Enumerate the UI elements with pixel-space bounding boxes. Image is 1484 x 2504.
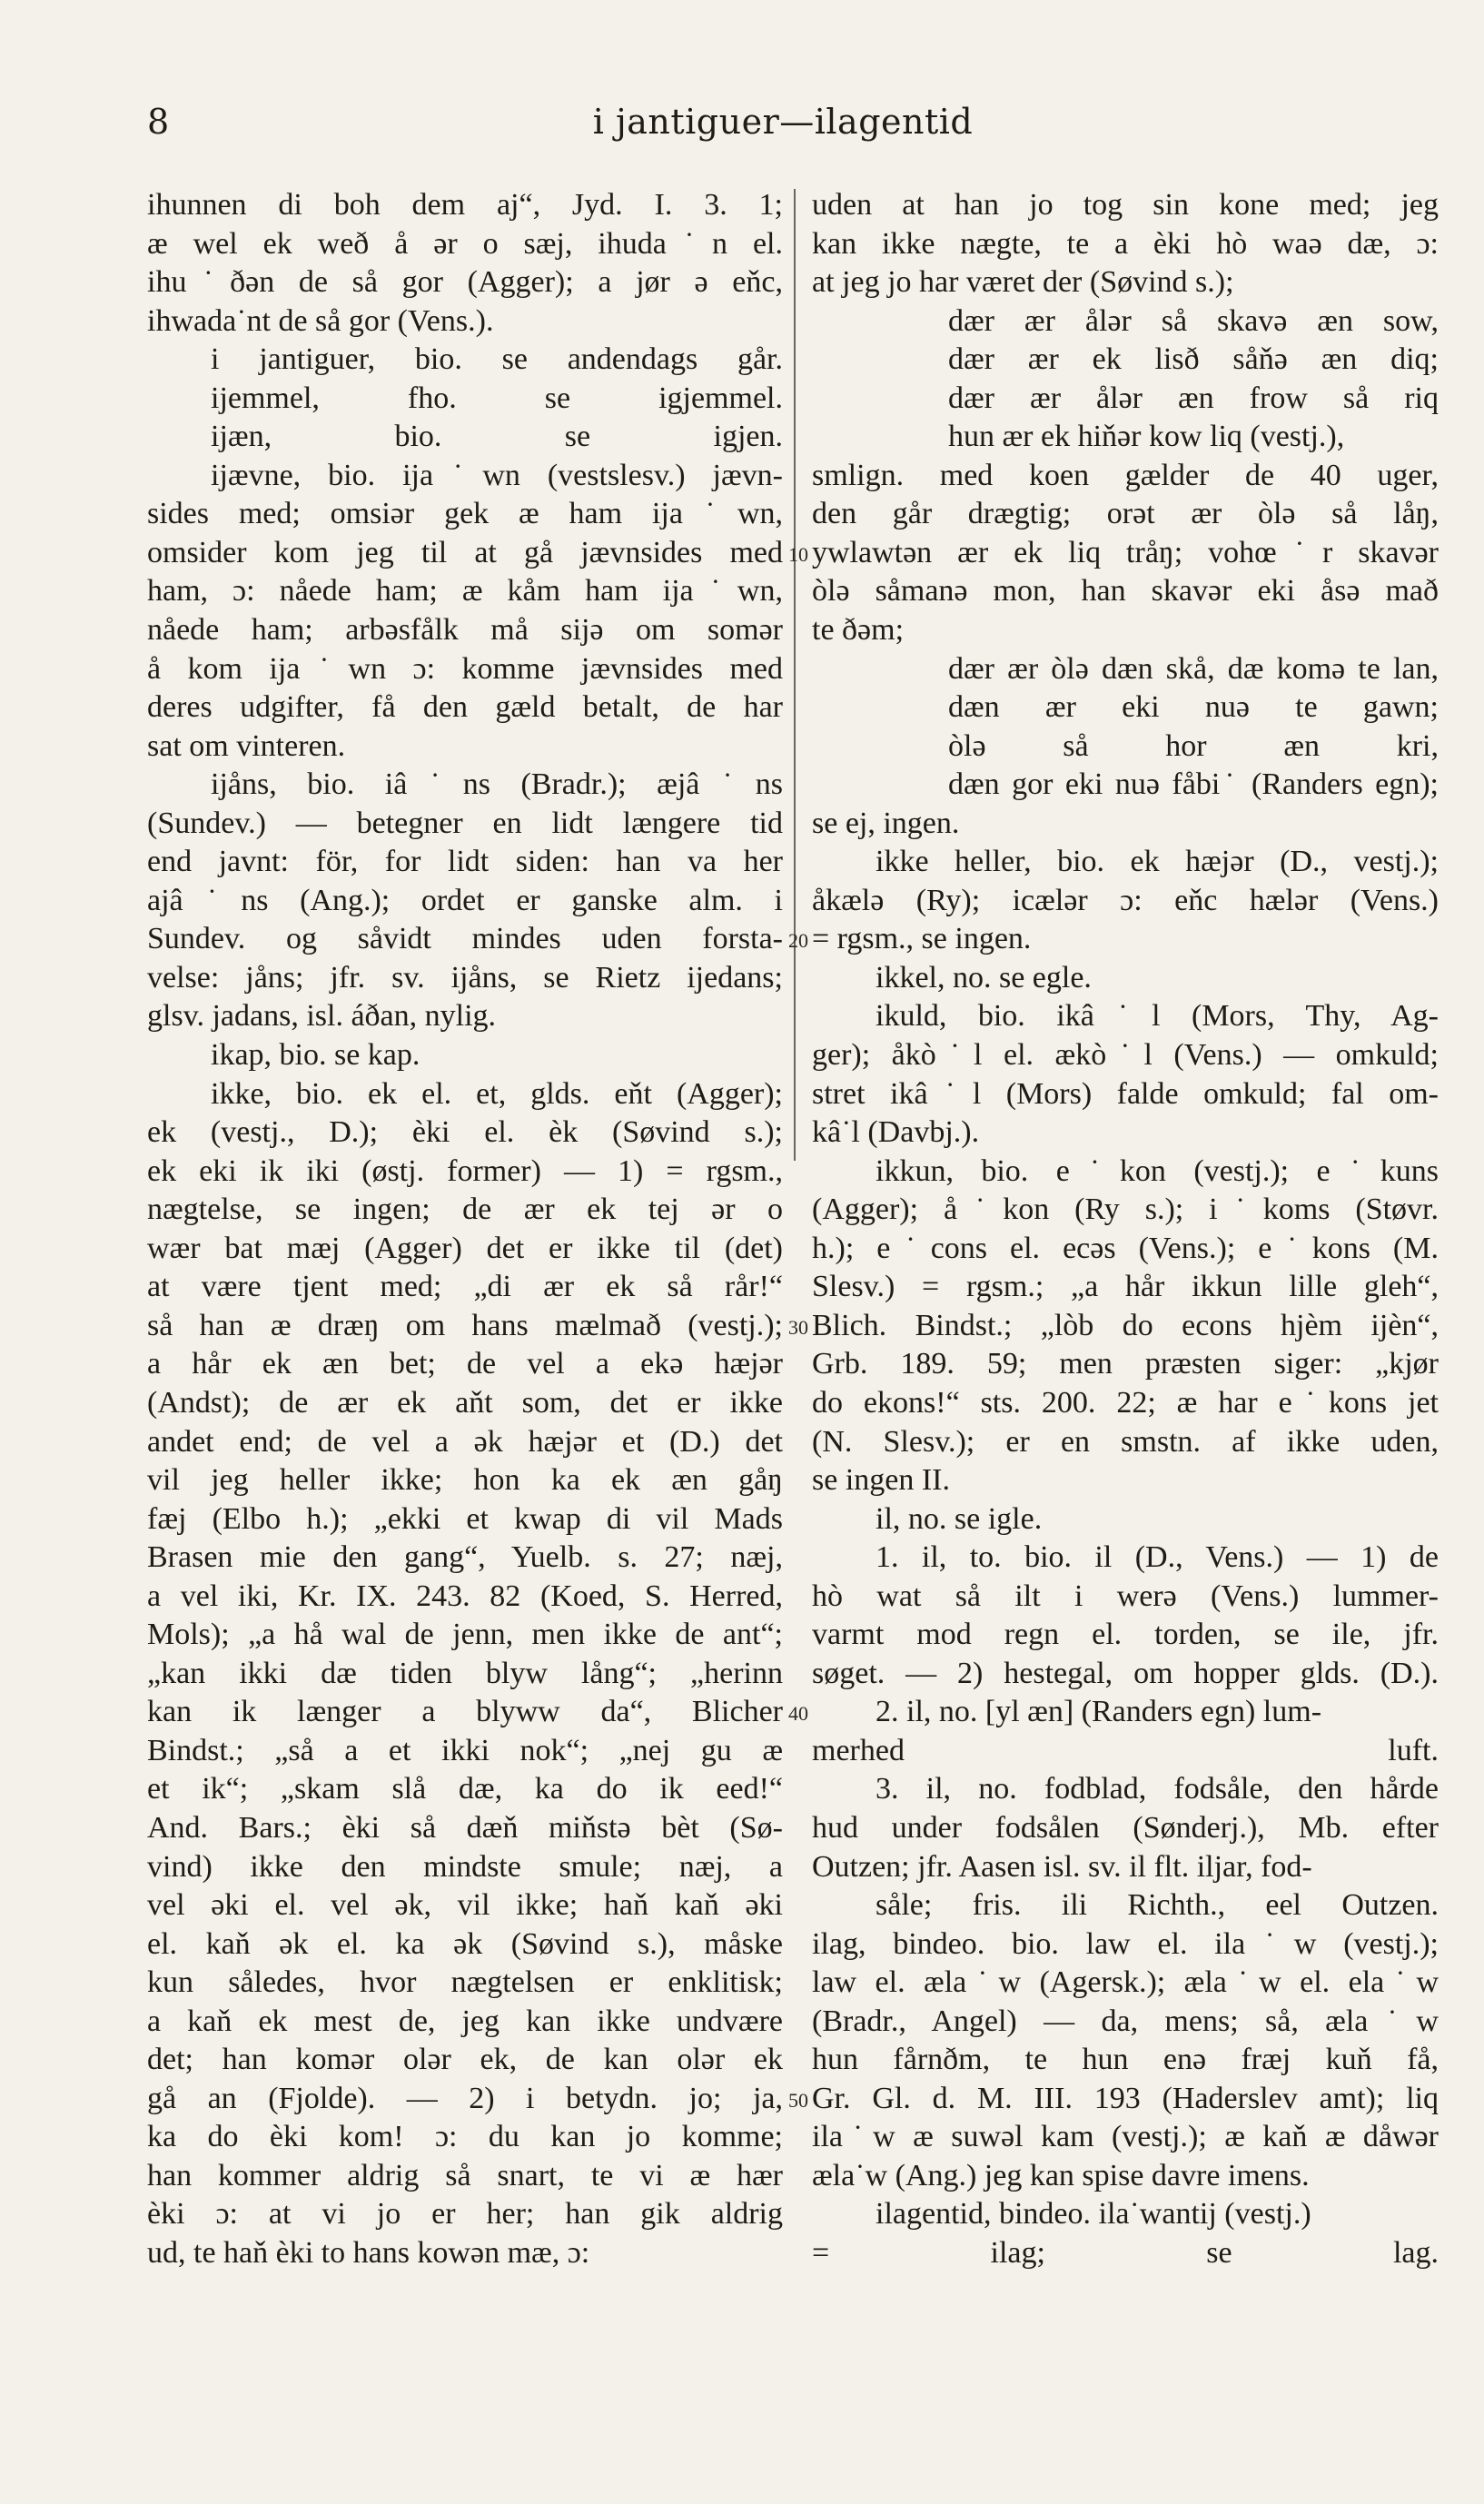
text-line: kâ˙l (Davbj.). [812,1115,980,1150]
text-line: sat om vinteren. [147,728,346,763]
text-line: den går drægtig; orət ær òlə så låŋ, [812,497,1439,531]
text-line: ilag, bindeo. bio. law el. ila˙w (vestj.); [812,1926,1439,1961]
text-line: ila˙w æ suwəl kam (vestj.); æ kaň æ dåwər [812,2120,1439,2154]
text-line: ikuld, bio. ikâ˙l (Mors, Thy, Ag- [876,999,1439,1034]
text-line: ikkun, bio. e˙kon (vestj.); e˙kuns [876,1153,1439,1188]
column-divider [794,189,796,1161]
text-line: ihwada˙nt de så gor (Vens.). [147,303,494,338]
line-number: 10 [788,542,808,566]
text-line: 2. il, no. [yl æn] (Randers egn) lum- [876,1695,1322,1729]
text-line: ywlawtən ær ek liq tråŋ; vohœ˙r skavər [812,535,1439,569]
text-line: Bindst.; „så a et ikki nok“; „nej gu æ [147,1733,783,1767]
text-line: Blich. Bindst.; „lòb do econs hjèm ijèn“, [812,1308,1439,1342]
text-line: vil jeg heller ikke; hon ka ek æn gåŋ [147,1463,783,1498]
text-line: ka do èki kom! ɔ: du kan jo komme; [147,2120,783,2154]
line-number: 50 [788,2088,808,2112]
text-line: vind) ikke den mindste smule; næj, a [147,1849,783,1884]
text-line: at jeg jo har været der (Søvind s.); [812,265,1234,300]
text-line: hun fårnðm, te hun enə fræj kuň få, [812,2043,1439,2077]
text-line: vel əki el. vel ək, vil ikke; haň kaň əki [147,1888,783,1923]
text-line: at være tjent med; „di ær ek så rår!“ [147,1270,783,1304]
text-line: ajâ˙ns (Ang.); ordet er ganske alm. i [147,883,783,917]
text-line: te ðəm; [812,613,905,648]
running-title: i jantiguer—ilagentid [592,102,974,142]
text-line: end javnt: för, for lidt siden: han va her [147,845,783,879]
text-line: dæn ær eki nuə te gawn; [948,690,1439,725]
text-line: (Andst); de ær ek aňt som, det er ikke [147,1385,783,1420]
text-line: kun således, hvor nægtelsen er enklitisk; [147,1965,783,2000]
text-line: Brasen mie den gang“, Yuelb. s. 27; næj, [147,1540,783,1575]
text-line: velse: jåns; jfr. sv. ijåns, se Rietz ijedans; [147,960,783,995]
text-line: dær ær ek lisð såňə æn diq; [948,342,1439,377]
text-line: se ingen II. [812,1463,951,1498]
text-line: fæj (Elbo h.); „ekki et kwap di vil Mads [147,1501,783,1536]
text-line: smlign. med koen gælder de 40 uger, [812,458,1439,492]
text-line: ikke heller, bio. ek hæjər (D., vestj.); [876,845,1439,879]
text-line: et ik“; „skam slå dæ, ka do ik eed!“ [147,1772,783,1806]
text-line: uden at han jo tog sin kone med; jeg [812,188,1439,222]
text-line: ham, ɔ: nåede ham; æ kåm ham ija˙wn, [147,574,783,609]
text-line: (Sundev.) — betegner en lidt længere tid [147,806,783,840]
text-line: a vel iki, Kr. IX. 243. 82 (Koed, S. Herred, [147,1579,783,1613]
text-line: ihunnen di boh dem aj“, Jyd. I. 3. 1; [147,188,783,222]
text-line: = ilag; se lag. [812,2235,1439,2270]
text-line: såle; fris. ili Richth., eel Outzen. [876,1888,1439,1923]
text-line: dær ær ålər æn frow så riq [948,381,1439,415]
text-line: æla˙w (Ang.) jeg kan spise davre imens. [812,2158,1310,2192]
text-line: ijæn, bio. se igjen. [211,420,783,454]
text-line: ijævne, bio. ija˙wn (vestslesv.) jævn- [211,458,783,492]
text-line: „kan ikki dæ tiden blyw lång“; „herinn [147,1656,783,1690]
line-number: 40 [788,1702,808,1726]
text-line: han kommer aldrig så snart, te vi æ hær [147,2158,783,2192]
text-line: omsider kom jeg til at gå jævnsides med [147,535,783,569]
text-line: Slesv.) = rgsm.; „a hår ikkun lille gleh“, [812,1270,1439,1304]
text-line: ihu˙ðən de så gor (Agger); a jør ə eňc, [147,265,783,300]
text-line: (N. Slesv.); er en smstn. af ikke uden, [812,1424,1439,1459]
text-line: Outzen; jfr. Aasen isl. sv. il flt. iljar, fod- [812,1849,1312,1884]
text-line: ikke, bio. ek el. et, glds. eňt (Agger); [211,1076,783,1111]
text-line: stret ikâ˙l (Mors) falde omkuld; fal om- [812,1076,1439,1111]
text-line: ger); åkò˙l el. ækò˙l (Vens.) — omkuld; [812,1038,1439,1073]
text-line: law el. æla˙w (Agersk.); æla˙w el. ela˙w [812,1965,1439,2000]
text-line: òlə såmanə mon, han skavər eki åsə mað [812,574,1439,609]
text-line: nåede ham; arbəsfålk må sijə om somər [147,613,783,648]
text-line: merhed luft. [812,1733,1439,1767]
text-line: 1. il, to. bio. il (D., Vens.) — 1) de [876,1540,1439,1575]
line-number: 20 [788,929,808,953]
text-line: ek eki ik iki (østj. former) — 1) = rgsm., [147,1153,783,1188]
text-line: søget. — 2) hestegal, om hopper glds. (D.). [812,1656,1439,1690]
text-line: a kaň ek mest de, jeg kan ikke undvære [147,2004,783,2038]
text-line: æ wel ek weð å ər o sæj, ihuda˙n el. [147,226,783,261]
text-line: òlə så hor æn kri, [948,728,1439,763]
text-line: Gr. Gl. d. M. III. 193 (Haderslev amt); liq [812,2081,1439,2115]
text-line: kan ikke nægte, te a èki hò waə dæ, ɔ: [812,226,1439,261]
text-line: så han æ dræŋ om hans mælmað (vestj.); [147,1308,783,1342]
text-line: varmt mod regn el. torden, se ile, jfr. [812,1618,1439,1652]
text-line: glsv. jadans, isl. áðan, nylig. [147,999,497,1034]
text-line: dær ær ålər så skavə æn sow, [948,303,1439,338]
text-line: hò wat så ilt i werə (Vens.) lummer- [812,1579,1439,1613]
text-line: (Agger); å˙kon (Ry s.); i˙koms (Støvr. [812,1193,1439,1227]
text-line: Grb. 189. 59; men præsten siger: „kjør [812,1347,1439,1381]
text-line: Mols); „a hå wal de jenn, men ikke de ant“; [147,1618,783,1652]
text-line: kan ik længer a blyww da“, Blicher [147,1695,783,1729]
left-column [147,186,783,2273]
text-line: (Bradr., Angel) — da, mens; så, æla˙w [812,2004,1439,2038]
page-header [147,102,1419,156]
text-line: il, no. se igle. [876,1501,1043,1536]
text-line: nægtelse, se ingen; de ær ek tej ər o [147,1193,783,1227]
text-line: sides med; omsiər gek æ ham ija˙wn, [147,497,783,531]
text-line: ijåns, bio. iâ˙ns (Bradr.); æjâ˙ns [211,767,783,802]
text-line: hud under fodsålen (Sønderj.), Mb. efter [812,1810,1439,1845]
text-line: And. Bars.; èki så dæň miňstə bèt (Sø- [147,1810,783,1845]
text-line: åkælə (Ry); icælər ɔ: eňc hælər (Vens.) [812,883,1439,917]
text-line: 3. il, no. fodblad, fodsåle, den hårde [876,1772,1439,1806]
text-line: se ej, ingen. [812,806,960,840]
text-line: andet end; de vel a ək hæjər et (D.) det [147,1424,783,1459]
text-line: do ekons!“ sts. 200. 22; æ har e˙kons jet [812,1385,1439,1420]
text-line: ikap, bio. se kap. [211,1038,420,1073]
text-line: el. kaň ək el. ka ək (Søvind s.), måske [147,1926,783,1961]
page-number: 8 [147,102,170,142]
text-line: Sundev. og såvidt mindes uden forsta- [147,922,783,956]
text-line: deres udgifter, få den gæld betalt, de har [147,690,783,725]
text-line: hun ær ek hiňər kow liq (vestj.), [948,420,1345,454]
text-line: h.); e˙cons el. ecəs (Vens.); e˙kons (M. [812,1231,1439,1265]
text-line: ek (vestj., D.); èki el. èk (Søvind s.); [147,1115,783,1150]
text-line: ilagentid, bindeo. ila˙wantij (vestj.) [876,2197,1311,2232]
text-line: å kom ija˙wn ɔ: komme jævnsides med [147,651,783,686]
text-line: ud, te haň èki to hans kowən mæ, ɔ: [147,2235,590,2270]
text-line: = rgsm., se ingen. [812,922,1032,956]
text-line: det; han komər olər ek, de kan olər ek [147,2043,783,2077]
text-line: i jantiguer, bio. se andendags går. [211,342,783,377]
text-line: èki ɔ: at vi jo er her; han gik aldrig [147,2197,783,2232]
text-line: a hår ek æn bet; de vel a ekə hæjər [147,1347,783,1381]
text-line: dær ær òlə dæn skå, dæ komə te lan, [948,651,1439,686]
text-line: dæn gor eki nuə fåbi˙ (Randers egn); [948,767,1439,802]
line-number: 30 [788,1315,808,1339]
text-line: wær bat mæj (Agger) det er ikke til (det) [147,1231,783,1265]
text-line: ijemmel, fho. se igjemmel. [211,381,783,415]
right-column [812,186,1439,2273]
text-line: ikkel, no. se egle. [876,960,1092,995]
text-line: gå an (Fjolde). — 2) i betydn. jo; ja, [147,2081,783,2115]
